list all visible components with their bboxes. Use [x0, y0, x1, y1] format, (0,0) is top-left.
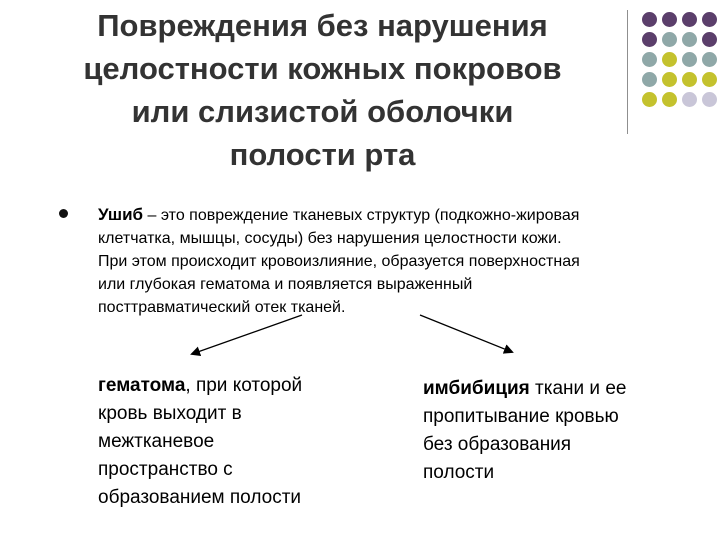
imbibition-text: без образования [423, 434, 572, 455]
hematoma-line-1 [98, 372, 358, 400]
bullet-text: посттравматический отек тканей. [98, 299, 346, 316]
hematoma-text: кровь выходит в [98, 403, 242, 424]
title-line: полости рта [229, 137, 416, 172]
hematoma-block [98, 372, 358, 512]
term-ushib: Ушиб [98, 205, 144, 224]
hematoma-text: , при которой [185, 375, 303, 396]
imbibition-text: ткани и ее [529, 378, 627, 399]
imbibition-line-1 [423, 375, 683, 403]
bullet-text: клетчатка, мышцы, сосуды) без нарушения целостности кожи. [98, 230, 562, 247]
imbibition-text: пропитывание кровью [423, 406, 619, 427]
bullet-text: При этом происходит кровоизлияние, образуется поверхностная [98, 253, 580, 270]
term-hematoma: гематома [98, 375, 186, 396]
imbibition-text: полости [423, 462, 495, 483]
imbibition-block [423, 375, 683, 487]
hematoma-text: межтканевое [98, 431, 215, 452]
bullet-text: или глубокая гематома и появляется выраженный [98, 276, 473, 293]
title-line: или слизистой оболочки [131, 94, 514, 129]
term-imbibition: имбибиция [423, 378, 530, 399]
hematoma-text: пространство с [98, 459, 233, 480]
hematoma-text: образованием полости [98, 487, 302, 508]
title-line: целостности кожных покровов [83, 51, 562, 86]
bullet-text: – это повреждение тканевых структур (подкожно-жировая [143, 207, 580, 224]
arrow-left [192, 315, 302, 354]
arrow-right [420, 315, 512, 352]
title-line: Повреждения без нарушения [97, 8, 548, 43]
